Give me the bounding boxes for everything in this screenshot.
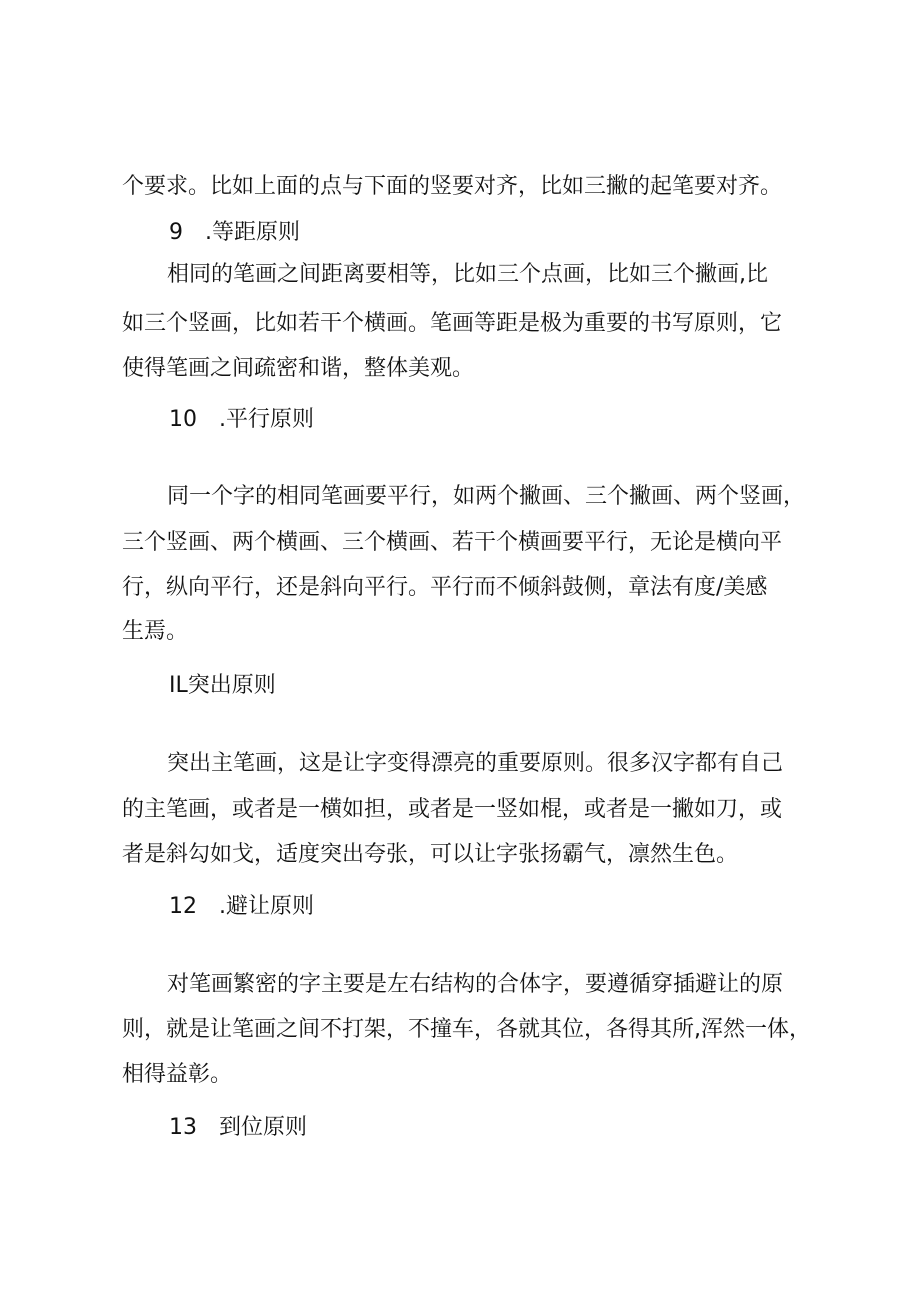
paragraph-line: 的主笔画，或者是一横如担，或者是一竖如棍，或者是一撇如刀，或 bbox=[122, 797, 783, 822]
paragraph-line: 三个竖画、两个横画、三个横画、若干个横画要平行，无论是横向平 bbox=[122, 530, 783, 555]
paragraph-line: 如三个竖画，比如若干个横画。笔画等距是极为重要的书写原则，它 bbox=[122, 311, 783, 336]
section-heading-10: 10 .平行原则 bbox=[169, 407, 314, 432]
section-heading-13: 13 到位原则 bbox=[169, 1115, 307, 1140]
paragraph-line: 相同的笔画之间距离要相等，比如三个点画，比如三个撇画,比 bbox=[167, 262, 768, 287]
paragraph-line: 个要求。比如上面的点与下面的竖要对齐，比如三撇的起笔要对齐。 bbox=[122, 174, 783, 199]
paragraph-line: 对笔画繁密的字主要是左右结构的合体字，要遵循穿插避让的原 bbox=[167, 972, 784, 997]
paragraph-line: 生焉。 bbox=[122, 619, 189, 644]
paragraph-line: 则，就是让笔画之间不打架，不撞车，各就其位，各得其所,浑然一体， bbox=[122, 1017, 811, 1042]
paragraph-line: 突出主笔画，这是让字变得漂亮的重要原则。很多汉字都有自己 bbox=[167, 751, 784, 776]
paragraph-line: 使得笔画之间疏密和谐，整体美观。 bbox=[122, 356, 475, 381]
section-heading-11: IL突出原则 bbox=[169, 673, 276, 698]
paragraph-line: 同一个字的相同笔画要平行，如两个撇画、三个撇画、两个竖画， bbox=[167, 484, 806, 509]
paragraph-line: 行，纵向平行，还是斜向平行。平行而不倾斜鼓侧，章法有度/美感 bbox=[122, 575, 768, 600]
section-heading-12: 12 .避让原则 bbox=[169, 894, 314, 919]
paragraph-line: 相得益彰。 bbox=[122, 1062, 233, 1087]
section-heading-9: 9 .等距原则 bbox=[169, 220, 300, 245]
paragraph-line: 者是斜勾如戈，适度突出夸张，可以让字张扬霸气，凛然生色。 bbox=[122, 842, 739, 867]
